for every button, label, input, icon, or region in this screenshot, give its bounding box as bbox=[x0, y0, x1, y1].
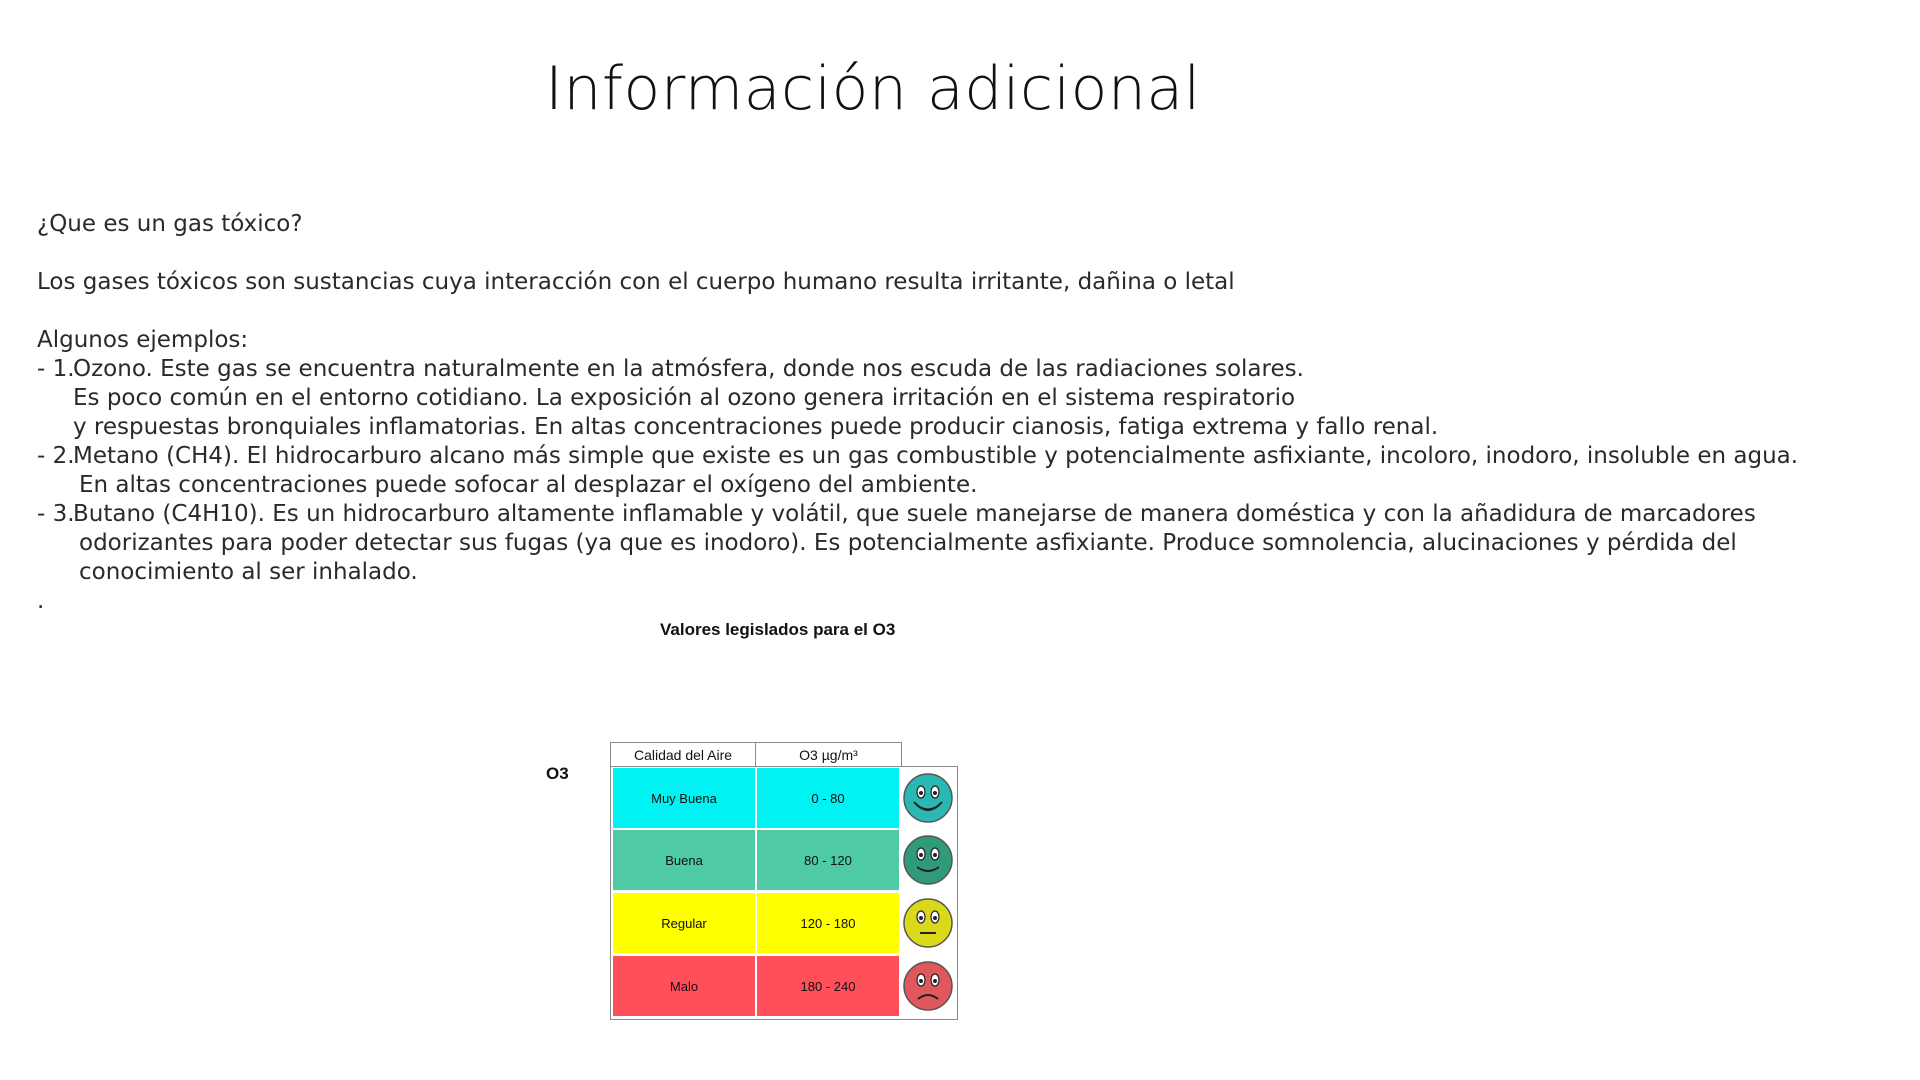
question: ¿Que es un gas tóxico? bbox=[37, 211, 303, 237]
o3-label: O3 bbox=[546, 764, 569, 783]
table-row bbox=[613, 830, 957, 890]
example-line: y respuestas bronquiales inflamatorias. En altas concentraciones puede producir cianosis, fatiga extrema y fallo renal. bbox=[73, 414, 1439, 440]
table-row bbox=[613, 893, 957, 953]
example-number: - 3. bbox=[37, 501, 75, 527]
example-line: En altas concentraciones puede sofocar al desplazar el oxígeno del ambiente. bbox=[79, 472, 978, 498]
example-number: - 2. bbox=[37, 443, 75, 469]
definition: Los gases tóxicos son sustancias cuya interacción con el cuerpo humano resulta irritante, dañina o letal bbox=[37, 269, 1235, 295]
example-number: - 1. bbox=[37, 356, 75, 382]
example-line: odorizantes para poder detectar sus fugas (ya que es inodoro). Es potencialmente asfixiante. Produce somnolencia, alucinaciones y pérdida del bbox=[79, 530, 1737, 556]
body-text bbox=[37, 210, 1897, 616]
very-happy-face-icon bbox=[899, 768, 957, 828]
header-quality: Calidad del Aire bbox=[611, 743, 756, 767]
table-row bbox=[613, 956, 957, 1016]
quality-cell: Muy Buena bbox=[613, 768, 757, 828]
trailing-dot: . bbox=[37, 588, 45, 614]
range-cell: 80 - 120 bbox=[757, 830, 899, 890]
example-line: Metano (CH4). El hidrocarburo alcano más simple que existe es un gas combustible y potencialmente asfixiante, incoloro, inodoro, insoluble en agua. bbox=[73, 443, 1799, 469]
example-item bbox=[37, 500, 1897, 529]
example-item bbox=[37, 355, 1897, 384]
example-item bbox=[37, 442, 1897, 471]
header-value: O3 µg/m³ bbox=[799, 747, 858, 763]
table-caption: Valores legislados para el O3 bbox=[660, 620, 896, 639]
range-cell: 180 - 240 bbox=[757, 956, 899, 1016]
neutral-face-icon bbox=[899, 893, 957, 953]
table-body bbox=[610, 766, 958, 1020]
range-cell: 120 - 180 bbox=[757, 893, 899, 953]
quality-cell: Buena bbox=[613, 830, 757, 890]
page-title: Información adicional bbox=[545, 54, 1201, 124]
air-quality-table bbox=[610, 742, 960, 1020]
sad-face-icon bbox=[899, 956, 957, 1016]
example-line: Ozono. Este gas se encuentra naturalmente en la atmósfera, donde nos escuda de las radiaciones solares. bbox=[73, 356, 1304, 382]
example-line: conocimiento al ser inhalado. bbox=[79, 559, 418, 585]
range-cell: 0 - 80 bbox=[757, 768, 899, 828]
example-line: Butano (C4H10). Es un hidrocarburo altamente inflamable y volátil, que suele manejarse de manera doméstica y con la añadidura de marcadores bbox=[73, 501, 1756, 527]
smiling-face-icon bbox=[899, 830, 957, 890]
examples-heading: Algunos ejemplos: bbox=[37, 327, 249, 353]
quality-cell: Regular bbox=[613, 893, 757, 953]
table-header bbox=[610, 742, 902, 767]
quality-cell: Malo bbox=[613, 956, 757, 1016]
example-line: Es poco común en el entorno cotidiano. La exposición al ozono genera irritación en el sistema respiratorio bbox=[73, 385, 1296, 411]
table-row bbox=[613, 768, 957, 828]
